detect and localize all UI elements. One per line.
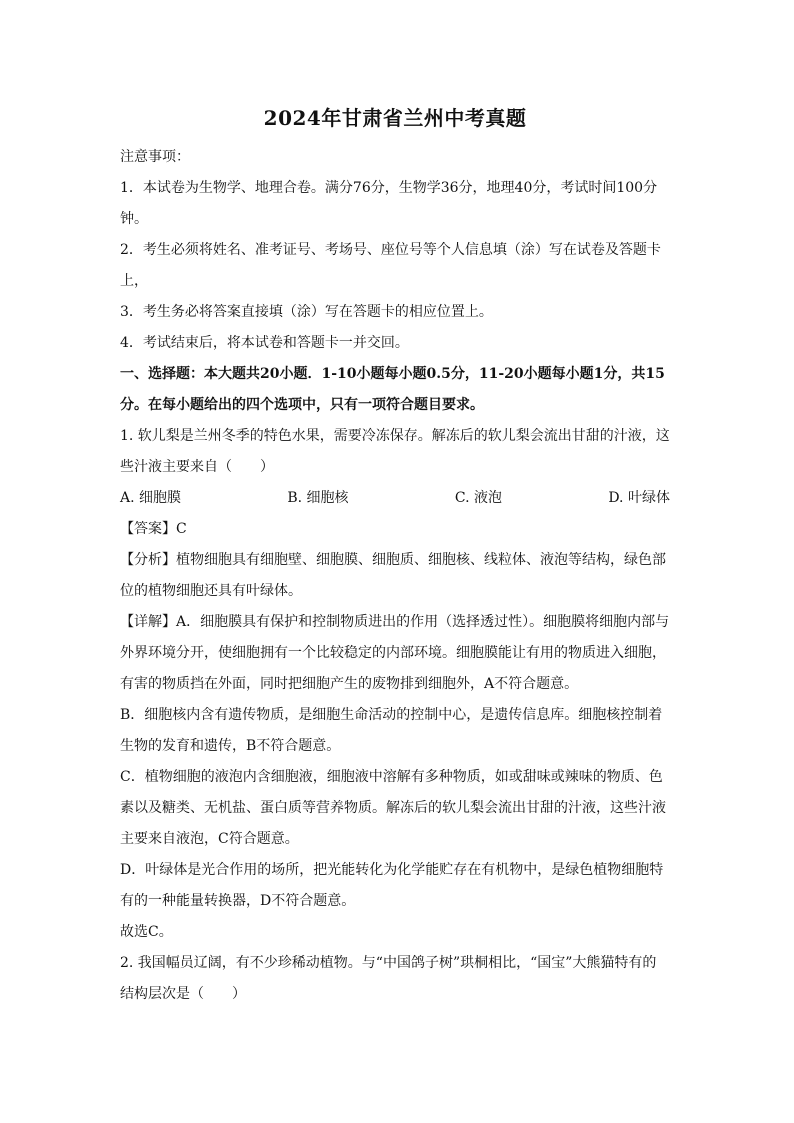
- section-heading: 一、选择题：本大题共20小题．1-10小题每小题0.5分，11-20小题每小题1分，共15分。在每小题给出的四个选项中，只有一项符合题目要求。: [120, 366, 665, 413]
- option-a: A. 细胞膜: [120, 490, 182, 506]
- notice-item-1: 1．本试卷为生物学、地理合卷。满分76分，生物学36分，地理40分，考试时间100分钟。: [120, 180, 658, 227]
- option-c: C. 液泡: [454, 490, 502, 506]
- notice-item-2: 2．考生必须将姓名、准考证号、考场号、座位号等个人信息填（涂）写在试卷及答题卡上，: [120, 242, 661, 289]
- option-b: B. 细胞核: [287, 490, 349, 506]
- detail-b: B．细胞核内含有遗传物质，是细胞生命活动的控制中心，是遗传信息库。细胞核控制着生物的发育和遗传，B不符合题意。: [120, 707, 663, 754]
- notice-item-4: 4．考试结束后，将本试卷和答题卡一并交回。: [120, 335, 409, 351]
- notice-heading: 注意事项：: [120, 149, 190, 165]
- conclusion: 故选C。: [120, 924, 173, 940]
- detail-d: D．叶绿体是光合作用的场所，把光能转化为化学能贮存在有机物中，是绿色植物细胞特有的一种能量转换器，D不符合题意。: [120, 862, 664, 909]
- question-1-options: [120, 483, 670, 514]
- notice-item-3: 3．考生务必将答案直接填（涂）写在答题卡的相应位置上。: [120, 304, 493, 320]
- answer: 【答案】C: [120, 521, 187, 537]
- analysis: 【分析】植物细胞具有细胞壁、细胞膜、细胞质、细胞核、线粒体、液泡等结构，绿色部位的植物细胞还具有叶绿体。: [120, 552, 666, 599]
- detail-a: 【详解】A．细胞膜具有保护和控制物质进出的作用（选择透过性）。细胞膜将细胞内部与外界环境分开，使细胞拥有一个比较稳定的内部环境。细胞膜能让有用的物质进入细胞，有害的物质挡在外面，同时把细胞产生的废物排到细胞外，A不符合题意。: [120, 614, 670, 692]
- question-2-stem: 2. 我国幅员辽阔，有不少珍稀动植物。与“中国鸽子树”珙桐相比，“国宝”大熊猫特有的结构层次是（ ）: [120, 955, 657, 1002]
- page-title: 2024年甘肃省兰州中考真题: [263, 106, 527, 130]
- exam-page: [120, 100, 670, 1010]
- detail-c: C．植物细胞的液泡内含细胞液，细胞液中溶解有多种物质，如或甜味或辣味的物质、色素以及糖类、无机盐、蛋白质等营养物质。解冻后的软儿梨会流出甘甜的汁液，这些汁液主要来自液泡，C符合题意。: [120, 769, 666, 847]
- option-d: D. 叶绿体: [608, 490, 670, 506]
- question-1-stem: 1. 软儿梨是兰州冬季的特色水果，需要冷冻保存。解冻后的软儿梨会流出甘甜的汁液，这些汁液主要来自（ ）: [120, 428, 670, 475]
